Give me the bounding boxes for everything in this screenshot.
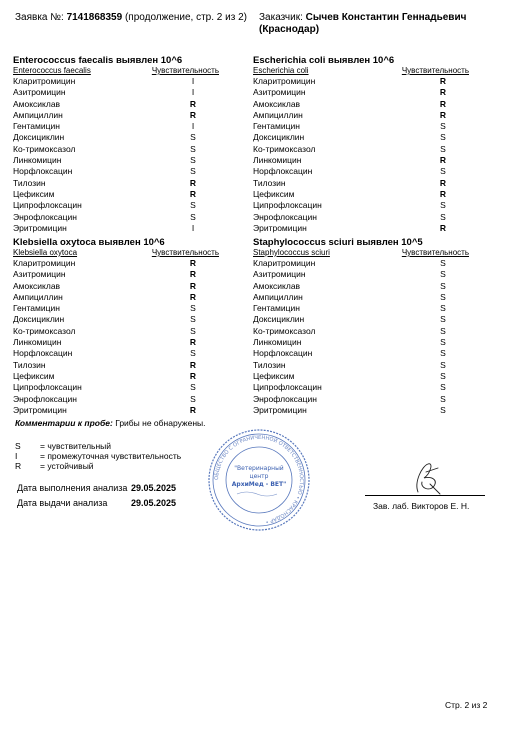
sensitivity-result: I: [191, 76, 195, 86]
table-row: [13, 269, 213, 280]
sensitivity-result: S: [440, 269, 446, 280]
drug-name: Кларитромицин: [13, 258, 76, 268]
drug-name: Цефиксим: [253, 370, 295, 381]
drug-name: Норфлоксацин: [13, 166, 73, 177]
table-row: [13, 405, 213, 416]
table-row: [253, 189, 463, 200]
table-row: [13, 314, 213, 325]
drug-name: Энрофлоксацин: [13, 393, 77, 404]
organism-title: Klebsiella oxytoca выявлен 10^6: [13, 237, 165, 248]
stamp-middle-ring: [213, 434, 305, 526]
table-row: [253, 87, 463, 98]
sensitivity-result: R: [189, 188, 197, 199]
table-row: [13, 326, 213, 337]
table-row: [13, 110, 213, 121]
sensitivity-result: R: [439, 155, 447, 166]
sensitivity-result: S: [190, 303, 196, 314]
stamp-line-2: центр: [249, 473, 269, 480]
table-row: [253, 348, 463, 359]
sensitivity-result: R: [189, 280, 197, 291]
sensitivity-table: [253, 76, 463, 234]
organism-title: Enterococcus faecalis выявлен 10^6: [13, 55, 183, 66]
order-label: Заявка №:: [15, 12, 64, 23]
table-row: [13, 189, 213, 200]
drug-name: Цефиксим: [253, 188, 295, 199]
table-row: [253, 223, 463, 234]
table-row: [253, 314, 463, 325]
sensitivity-result: R: [189, 404, 197, 415]
table-row: [13, 99, 213, 110]
sensitivity-table: [13, 76, 213, 234]
legend-text: = промежуточная чувствительность: [40, 451, 182, 461]
sensitivity-result: S: [440, 382, 446, 393]
organism-subheader: [253, 248, 469, 258]
sensitivity-result: S: [190, 348, 196, 359]
sensitivity-result: R: [189, 370, 197, 381]
drug-name: Гентамицин: [253, 121, 300, 132]
table-row: [13, 87, 213, 98]
table-row: [253, 99, 463, 110]
drug-name: Гентамицин: [13, 303, 60, 314]
organism-block-enterococcus: [13, 55, 219, 234]
order-info: [15, 12, 247, 23]
drug-name: Азитромицин: [13, 269, 66, 280]
drug-name: Цефиксим: [13, 370, 55, 381]
sensitivity-result: R: [439, 98, 447, 109]
sensitivity-result: S: [190, 132, 196, 143]
drug-name: Ко-тримоксазол: [13, 143, 76, 154]
table-row: [13, 371, 213, 382]
sensitivity-result: S: [440, 121, 446, 132]
drug-name: Эритромицин: [253, 404, 307, 415]
stamp-inner-ring: [226, 447, 292, 513]
organism-subheader: [13, 66, 219, 76]
drug-name: Амоксиклав: [253, 280, 301, 291]
drug-name: Амоксиклав: [253, 98, 301, 109]
table-row: [253, 292, 463, 303]
date-label: Дата выдачи анализа: [17, 498, 108, 508]
sensitivity-result: R: [439, 188, 447, 199]
sensitivity-result: R: [189, 269, 197, 280]
table-row: [13, 303, 213, 314]
sensitivity-table: [253, 258, 463, 416]
table-row: [253, 371, 463, 382]
drug-name: Норфлоксацин: [13, 348, 73, 359]
table-row: [13, 223, 213, 234]
order-suffix: (продолжение, стр. 2 из 2): [124, 12, 247, 23]
drug-name: Ко-тримоксазол: [253, 325, 316, 336]
table-row: [253, 326, 463, 337]
sensitivity-result: S: [440, 166, 446, 177]
comment-text: Грибы не обнаружены.: [115, 418, 206, 428]
table-row: [253, 360, 463, 371]
sensitivity-result: S: [190, 314, 196, 325]
organism-block-klebsiella: [13, 237, 219, 416]
table-row: [253, 212, 463, 223]
drug-name: Ципрофлоксацин: [13, 382, 82, 393]
drug-name: Доксициклин: [253, 132, 305, 143]
table-row: [13, 76, 213, 87]
table-row: [13, 121, 213, 132]
table-row: [253, 121, 463, 132]
table-row: [13, 155, 213, 166]
drug-name: Гентамицин: [253, 303, 300, 314]
legend: [15, 441, 181, 471]
table-row: [13, 292, 213, 303]
table-row: [13, 281, 213, 292]
table-row: [13, 360, 213, 371]
sensitivity-result: S: [190, 166, 196, 177]
sensitivity-header: Чувствительность: [401, 66, 469, 75]
sensitivity-result: I: [191, 87, 195, 98]
drug-name: Тилозин: [253, 177, 286, 188]
sensitivity-result: S: [190, 143, 196, 154]
drug-name: Тилозин: [253, 359, 286, 370]
sensitivity-result: S: [440, 359, 446, 370]
sensitivity-result: S: [440, 211, 446, 222]
drug-name: Ампициллин: [13, 291, 63, 302]
table-row: [253, 132, 463, 143]
drug-name: Ко-тримоксазол: [13, 325, 76, 336]
table-row: [253, 337, 463, 348]
sensitivity-result: R: [439, 222, 447, 233]
table-row: [13, 144, 213, 155]
table-row: [253, 405, 463, 416]
table-row: [253, 394, 463, 405]
sample-comment: [15, 418, 206, 428]
stamp-outer-ring: [209, 430, 309, 530]
sensitivity-result: S: [190, 211, 196, 222]
sensitivity-result: S: [440, 280, 446, 291]
page-number: Стр. 2 из 2: [445, 700, 488, 710]
sensitivity-header: Чувствительность: [401, 248, 469, 257]
table-row: [13, 337, 213, 348]
drug-name: Ципрофлоксацин: [253, 200, 322, 211]
signature-line: [365, 495, 485, 496]
sensitivity-result: S: [440, 404, 446, 415]
sensitivity-result: S: [190, 325, 196, 336]
sensitivity-result: R: [189, 109, 197, 120]
table-row: [13, 212, 213, 223]
legend-row: [15, 461, 181, 471]
stamp-ring-text: ОБЩЕСТВО С ОГРАНИЧЕННОЙ ОТВЕТСТВЕННОСТЬЮ • КРАСНОДАР •: [213, 434, 305, 525]
stamp-line-1: "Ветеринарный: [234, 465, 284, 472]
order-number: 7141868359: [66, 12, 123, 23]
date-value: 29.05.2025: [131, 483, 177, 493]
analysis-dates: [17, 481, 176, 511]
table-row: [253, 269, 463, 280]
sensitivity-result: S: [440, 393, 446, 404]
organism-subheader: [253, 66, 469, 76]
customer-label: Заказчик:: [259, 12, 303, 23]
sensitivity-result: R: [189, 359, 197, 370]
drug-name: Гентамицин: [13, 121, 60, 132]
organism-block-staphylococcus: [253, 237, 469, 416]
drug-name: Доксициклин: [13, 132, 65, 143]
drug-name: Кларитромицин: [253, 258, 316, 268]
clinic-stamp: [203, 428, 315, 532]
table-row: [13, 348, 213, 359]
drug-name: Эритромицин: [253, 222, 307, 233]
legend-text: = устойчивый: [40, 461, 94, 471]
drug-name: Эритромицин: [13, 404, 67, 415]
table-row: [13, 382, 213, 393]
drug-name: Кларитромицин: [253, 76, 316, 86]
sensitivity-result: S: [440, 348, 446, 359]
drug-name: Азитромицин: [13, 87, 66, 98]
table-row: [13, 200, 213, 211]
drug-name: Азитромицин: [253, 269, 306, 280]
sensitivity-header: Чувствительность: [151, 248, 219, 257]
stamp-ornament: [237, 492, 277, 496]
drug-name: Ампициллин: [253, 291, 303, 302]
sensitivity-result: I: [191, 121, 195, 132]
sensitivity-result: R: [189, 291, 197, 302]
date-value: 29.05.2025: [131, 498, 177, 508]
organism-title: Escherichia coli выявлен 10^6: [253, 55, 395, 66]
sensitivity-result: I: [191, 222, 195, 233]
drug-name: Тилозин: [13, 359, 46, 370]
sensitivity-result: S: [440, 325, 446, 336]
table-row: [253, 303, 463, 314]
drug-name: Кларитромицин: [13, 76, 76, 86]
sensitivity-result: S: [440, 200, 446, 211]
sensitivity-result: R: [189, 98, 197, 109]
sensitivity-result: S: [440, 303, 446, 314]
stamp-line-3: АрхиМед - ВЕТ": [231, 481, 287, 488]
drug-name: Цефиксим: [13, 188, 55, 199]
sensitivity-result: R: [189, 337, 197, 348]
sensitivity-result: S: [190, 393, 196, 404]
sensitivity-result: S: [440, 314, 446, 325]
drug-name: Норфлоксацин: [253, 166, 313, 177]
sensitivity-result: S: [190, 200, 196, 211]
sensitivity-result: R: [439, 177, 447, 188]
drug-name: Ампициллин: [253, 109, 303, 120]
signature-scribble: [408, 458, 444, 498]
organism-name: Klebsiella oxytoca: [13, 248, 78, 257]
drug-name: Ко-тримоксазол: [253, 143, 316, 154]
drug-name: Ципрофлоксацин: [253, 382, 322, 393]
legend-code: S: [15, 441, 21, 451]
customer-info: [259, 12, 466, 36]
drug-name: Ампициллин: [13, 109, 63, 120]
drug-name: Эритромицин: [13, 222, 67, 233]
drug-name: Амоксиклав: [13, 280, 61, 291]
table-row: [253, 178, 463, 189]
sensitivity-result: S: [440, 337, 446, 348]
legend-row: [15, 441, 181, 451]
drug-name: Доксициклин: [13, 314, 65, 325]
table-row: [253, 166, 463, 177]
organism-title: Staphylococcus sciuri выявлен 10^5: [253, 237, 423, 248]
sensitivity-table: [13, 258, 213, 416]
signature-title: Зав. лаб. Викторов Е. Н.: [373, 501, 470, 511]
drug-name: Норфлоксацин: [253, 348, 313, 359]
table-row: [253, 76, 463, 87]
table-row: [253, 155, 463, 166]
table-row: [253, 200, 463, 211]
organism-name: Escherichia coli: [253, 66, 309, 75]
drug-name: Линкомицин: [253, 337, 302, 348]
organism-name: Staphylococcus sciuri: [253, 248, 330, 257]
table-row: [253, 144, 463, 155]
drug-name: Линкомицин: [253, 155, 302, 166]
table-row: [13, 258, 213, 269]
legend-code: I: [15, 451, 18, 461]
customer-city: (Краснодар): [259, 24, 320, 35]
sensitivity-result: R: [189, 258, 197, 268]
date-label: Дата выполнения анализа: [17, 483, 128, 493]
sensitivity-result: R: [439, 109, 447, 120]
organism-subheader: [13, 248, 219, 258]
organism-block-escherichia: [253, 55, 469, 234]
sensitivity-header: Чувствительность: [151, 66, 219, 75]
table-row: [13, 394, 213, 405]
drug-name: Энрофлоксацин: [13, 211, 77, 222]
legend-row: [15, 451, 181, 461]
sensitivity-result: S: [440, 143, 446, 154]
drug-name: Энрофлоксацин: [253, 211, 317, 222]
sensitivity-result: S: [190, 155, 196, 166]
table-row: [253, 110, 463, 121]
table-row: [253, 281, 463, 292]
drug-name: Линкомицин: [13, 155, 62, 166]
drug-name: Амоксиклав: [13, 98, 61, 109]
table-row: [253, 258, 463, 269]
table-row: [13, 132, 213, 143]
table-row: [253, 382, 463, 393]
organism-name: Enterococcus faecalis: [13, 66, 91, 75]
drug-name: Энрофлоксацин: [253, 393, 317, 404]
comment-label: Комментарии к пробе:: [15, 418, 113, 428]
sensitivity-result: S: [440, 258, 446, 268]
sensitivity-result: S: [190, 382, 196, 393]
date-row: [17, 496, 176, 511]
sensitivity-result: R: [189, 177, 197, 188]
sensitivity-result: S: [440, 291, 446, 302]
drug-name: Линкомицин: [13, 337, 62, 348]
drug-name: Ципрофлоксацин: [13, 200, 82, 211]
sensitivity-result: S: [440, 132, 446, 143]
table-row: [13, 178, 213, 189]
sensitivity-result: S: [440, 370, 446, 381]
drug-name: Азитромицин: [253, 87, 306, 98]
customer-name: Сычев Константин Геннадьевич: [305, 12, 467, 23]
sensitivity-result: R: [439, 87, 447, 98]
drug-name: Тилозин: [13, 177, 46, 188]
legend-code: R: [15, 461, 22, 471]
table-row: [13, 166, 213, 177]
drug-name: Доксициклин: [253, 314, 305, 325]
sensitivity-result: R: [439, 76, 447, 86]
legend-text: = чувствительный: [40, 441, 112, 451]
date-row: [17, 481, 176, 496]
